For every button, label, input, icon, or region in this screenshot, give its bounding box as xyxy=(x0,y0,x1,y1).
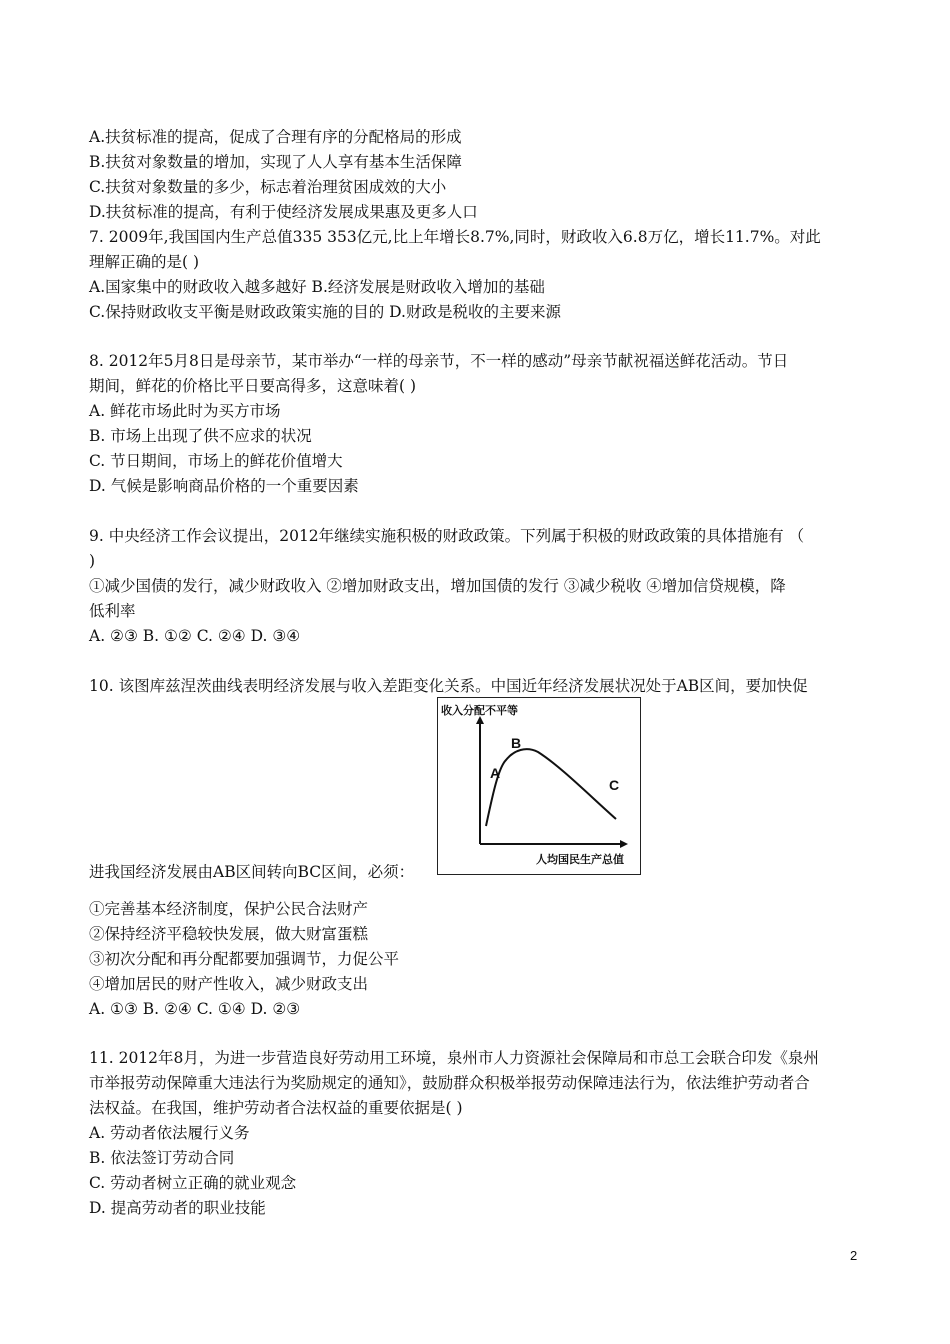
option-6c: C.扶贫对象数量的多少，标志着治理贫困成效的大小 xyxy=(89,178,447,196)
question-11-stem: 11. 2012年8月，为进一步营造良好劳动用工环境，泉州市人力资源社会保障局和市总工会联合印发《泉州 xyxy=(89,1049,819,1067)
question-7-stem: 7. 2009年,我国国内生产总值335 353亿元,比上年增长8.7%,同时，财政收入6.8万亿，增长11.7%。对此 xyxy=(89,228,821,246)
option-11b: B. 依法签订劳动合同 xyxy=(89,1149,235,1167)
option-7ab: A.国家集中的财政收入越多越好 B.经济发展是财政收入增加的基础 xyxy=(89,278,545,296)
question-11-stem-cont: 市举报劳动保障重大违法行为奖励规定的通知》，鼓励群众积极举报劳动保障违法行为，依法维护劳动者合 xyxy=(89,1074,810,1092)
option-8a: A. 鲜花市场此时为买方市场 xyxy=(89,402,281,420)
option-6d: D.扶贫标准的提高，有利于使经济发展成果惠及更多人口 xyxy=(89,203,478,221)
point-b-label: B xyxy=(511,735,522,751)
kuznets-curve xyxy=(486,749,616,826)
page-number: 2 xyxy=(850,1248,858,1263)
question-10-stem-cont: 进我国经济发展由AB区间转向BC区间，必须： xyxy=(89,863,415,881)
point-c-label: C xyxy=(609,777,620,793)
option-11c: C. 劳动者树立正确的就业观念 xyxy=(89,1174,297,1192)
question-10-item-4: ④增加居民的财产性收入，减少财政支出 xyxy=(89,975,369,993)
y-axis-label: 收入分配不平等 xyxy=(441,704,518,717)
kuznets-curve-svg xyxy=(438,698,639,873)
option-8d: D. 气候是影响商品价格的一个重要因素 xyxy=(89,477,359,495)
question-9-items: ①减少国债的发行，减少财政收入 ②增加财政支出，增加国债的发行 ③减少税收 ④增加信贷规模，降 xyxy=(89,577,786,595)
option-8c: C. 节日期间，市场上的鲜花价值增大 xyxy=(89,452,343,470)
option-8b: B. 市场上出现了供不应求的状况 xyxy=(89,427,312,445)
point-a-label: A xyxy=(490,765,501,781)
question-10-item-2: ②保持经济平稳较快发展，做大财富蛋糕 xyxy=(89,925,369,943)
question-8-stem-cont: 期间，鲜花的价格比平日要高得多，这意味着( ) xyxy=(89,377,417,395)
option-11a: A. 劳动者依法履行义务 xyxy=(89,1124,250,1142)
question-9-items-cont: 低利率 xyxy=(89,602,136,620)
question-11-stem-cont-2: 法权益。在我国，维护劳动者合法权益的重要依据是( ) xyxy=(89,1099,463,1117)
option-10: A. ①③ B. ②④ C. ①④ D. ②③ xyxy=(89,1000,301,1018)
question-10-item-1: ①完善基本经济制度，保护公民合法财产 xyxy=(89,900,369,918)
kuznets-curve-figure xyxy=(437,697,641,875)
question-9-stem: 9. 中央经济工作会议提出，2012年继续实施积极的财政政策。下列属于积极的财政政策的具体措施有 （ xyxy=(89,527,805,545)
option-9: A. ②③ B. ①② C. ②④ D. ③④ xyxy=(89,627,301,645)
question-7-stem-cont: 理解正确的是( ) xyxy=(89,253,200,271)
option-7cd: C.保持财政收支平衡是财政政策实施的目的 D.财政是税收的主要来源 xyxy=(89,303,561,321)
question-8-stem: 8. 2012年5月8日是母亲节，某市举办“一样的母亲节，不一样的感动”母亲节献祝福送鲜花活动。节日 xyxy=(89,352,789,370)
x-axis-label: 人均国民生产总值 xyxy=(536,853,624,866)
question-10-stem: 10. 该图库兹涅茨曲线表明经济发展与收入差距变化关系。中国近年经济发展状况处于AB区间，要加快促 xyxy=(89,677,808,695)
option-11d: D. 提高劳动者的职业技能 xyxy=(89,1199,266,1217)
option-6a: A.扶贫标准的提高，促成了合理有序的分配格局的形成 xyxy=(89,128,462,146)
option-6b: B.扶贫对象数量的增加，实现了人人享有基本生活保障 xyxy=(89,153,462,171)
question-9-stem-cont: ) xyxy=(89,552,96,570)
question-10-item-3: ③初次分配和再分配都要加强调节，力促公平 xyxy=(89,950,400,968)
